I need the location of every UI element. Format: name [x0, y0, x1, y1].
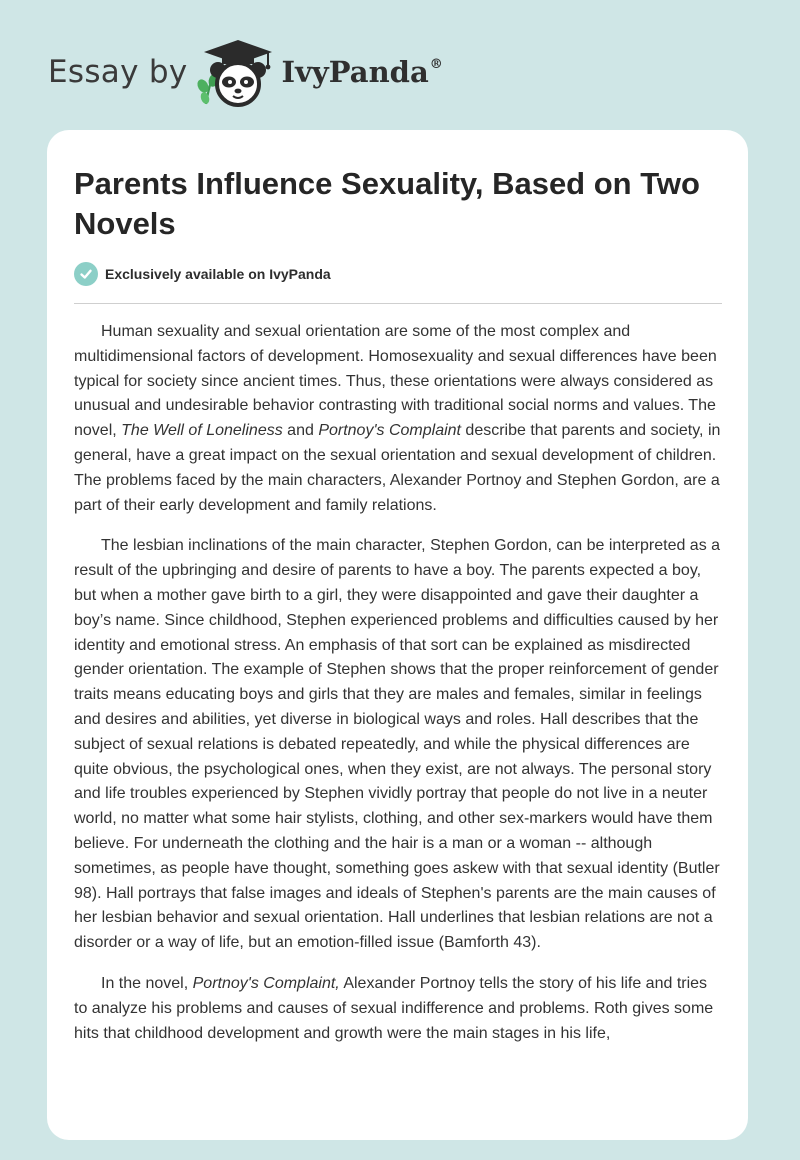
brand-name — [282, 55, 443, 89]
p1-text-e: describe that parents and society, in general, have a great impact on the sexual orientation and sexual development of children. The problems faced by the main characters, Alexander Portnoy and Stephen Gordon, are a part of their early development and family relations. — [74, 422, 721, 514]
brand-header — [48, 36, 443, 108]
panda-logo-icon[interactable] — [192, 36, 280, 108]
check-icon — [74, 262, 98, 286]
divider — [74, 303, 722, 304]
registered-mark: ® — [429, 57, 443, 72]
book-title-portnoys-complaint-2: Portnoy's Complaint, — [192, 974, 340, 992]
paragraph-3 — [74, 972, 724, 1046]
paragraph-1 — [74, 320, 724, 518]
p1-text-a: Human sexuality and sexual orientation are some of the most complex and multidimensional factors of development. Homosexuality and sexual differences have been typical for society since ancient times. Thus, these orientations were always considered as unusual and undesirable behavior contrasting with traditional social norms and values. The novel, — [74, 323, 717, 440]
essay-title: Parents Influence Sexuality, Based on Two Novels — [74, 166, 700, 241]
p1-text-c: and — [282, 422, 319, 440]
badge-text: Exclusively available on IvyPanda — [105, 266, 331, 282]
exclusive-badge — [74, 262, 331, 286]
essay-body — [74, 320, 724, 1062]
brand-prefix: Essay by — [48, 54, 188, 90]
p3-text-c: Alexander Portnoy tells the story of his life and tries to analyze his problems and causes of sexual indifference and problems. Roth gives some hits that childhood development and growth were the main stages in his life, — [74, 974, 714, 1042]
essay-card — [47, 130, 748, 1140]
p3-text-a: In the novel, — [101, 974, 193, 992]
book-title-portnoys-complaint: Portnoy's Complaint — [318, 422, 461, 440]
brand-name-text: IvyPanda — [281, 55, 429, 89]
book-title-well-of-loneliness: The Well of Loneliness — [121, 422, 283, 440]
paragraph-2: The lesbian inclinations of the main character, Stephen Gordon, can be interpreted as a result of the upbringing and desire of parents to have a boy. The parents expected a boy, but when a mother gave birth to a girl, they were disappointed and gave their daughter a boy’s name. Since childhood, Stephen experienced problems and difficulties caused by her identity and emotional stress. An emphasis of that sort can be explained as misdirected gender orientation. The example of Stephen shows that the proper reinforcement of gender traits means educating boys and girls that they are males and females, similar in feelings and desires and abilities, yet diverse in biological ways and roles. Hall describes that the subject of sexual relations is debated repeatedly, and while the physical differences are quite obvious, the psychological ones, when they exist, are not always. The personal story and life troubles experienced by Stephen vividly portray that people do not live in a neuter world, no matter what some hair stylists, clothing, and other sex-markers would have them believe. For underneath the clothing and the hair is a man or a woman -- although sometimes, as people have thought, something goes askew with that sexual identity (Butler 98). Hall portrays that false images and ideals of Stephen's parents are the main causes of her lesbian behavior and sexual orientation. Hall underlines that lesbian relations are not a disorder or a way of life, but an emotion-filled issue (Bamforth 43). — [74, 537, 721, 952]
